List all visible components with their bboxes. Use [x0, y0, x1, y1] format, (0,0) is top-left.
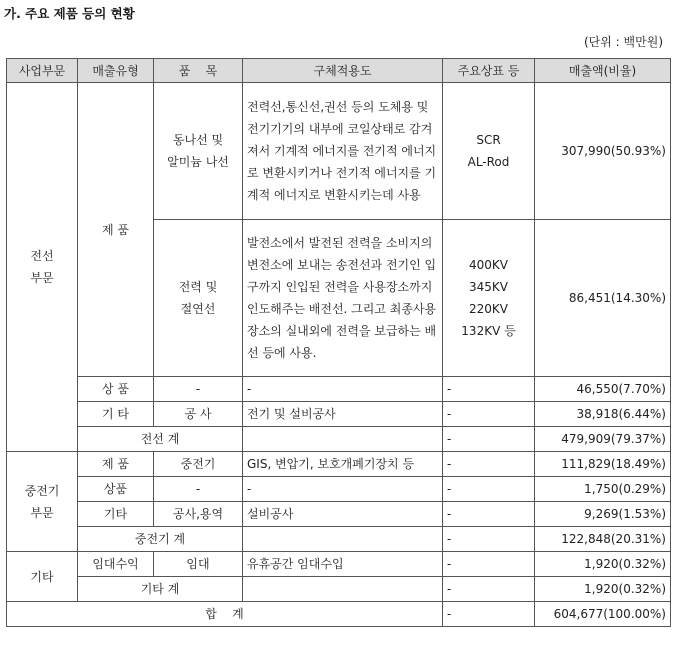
brand-cell: - [443, 577, 535, 602]
empty-cell [243, 577, 443, 602]
type-cell: 임대수익 [78, 552, 154, 577]
sales-cell: 479,909(79.37%) [535, 427, 671, 452]
brand-cell: SCR AL-Rod [443, 83, 535, 220]
total-row [7, 602, 671, 627]
segment-cell: 중전기 부문 [7, 452, 78, 552]
type-cell: 상 품 [78, 377, 154, 402]
sales-cell: 1,920(0.32%) [535, 552, 671, 577]
use-cell: 유휴공간 임대수입 [243, 552, 443, 577]
sales-cell: 46,550(7.70%) [535, 377, 671, 402]
item-cell: 중전기 [154, 452, 243, 477]
subtotal-row [7, 527, 671, 552]
type-cell: 제 품 [78, 83, 154, 377]
sales-cell: 1,750(0.29%) [535, 477, 671, 502]
use-cell: GIS, 변압기, 보호개폐기장치 등 [243, 452, 443, 477]
sales-cell: 9,269(1.53%) [535, 502, 671, 527]
brand-cell: - [443, 527, 535, 552]
type-cell: 기 타 [78, 402, 154, 427]
table-row [7, 83, 671, 220]
empty-cell [243, 427, 443, 452]
item-cell: 임대 [154, 552, 243, 577]
brand-cell: - [443, 377, 535, 402]
table-row [7, 452, 671, 477]
header-segment: 사업부문 [7, 59, 78, 83]
brand-cell: - [443, 402, 535, 427]
header-row [7, 59, 671, 83]
brand-cell: - [443, 427, 535, 452]
subtotal-row [7, 577, 671, 602]
item-cell: - [154, 377, 243, 402]
header-use: 구체적용도 [243, 59, 443, 83]
item-cell: 공 사 [154, 402, 243, 427]
use-cell: - [243, 377, 443, 402]
header-sales: 매출액(비율) [535, 59, 671, 83]
empty-cell [243, 527, 443, 552]
brand-cell: - [443, 477, 535, 502]
item-cell: 동나선 및 알미늄 나선 [154, 83, 243, 220]
sales-cell: 1,920(0.32%) [535, 577, 671, 602]
table-row [7, 552, 671, 577]
type-cell: 기타 [78, 502, 154, 527]
brand-cell: 400KV 345KV 220KV 132KV 등 [443, 220, 535, 377]
unit-label: (단위 : 백만원) [584, 35, 663, 49]
use-cell: - [243, 477, 443, 502]
item-cell: - [154, 477, 243, 502]
item-cell: 전력 및 절연선 [154, 220, 243, 377]
subtotal-label: 기타 계 [78, 577, 243, 602]
table-row [7, 477, 671, 502]
header-item: 품 목 [154, 59, 243, 83]
segment-cell: 전선 부문 [7, 83, 78, 452]
use-cell: 발전소에서 발전된 전력을 소비지의 변전소에 보내는 송전선과 전기인 입구까지 인입된 전력을 사용장소까지 인도해주는 배전선. 그리고 최종사용 장소의 실내외에 전력을 보급하는 배선 등에 사용. [243, 220, 443, 377]
use-cell: 설비공사 [243, 502, 443, 527]
brand-cell: - [443, 502, 535, 527]
brand-cell: - [443, 602, 535, 627]
table-row [7, 502, 671, 527]
sales-cell: 307,990(50.93%) [535, 83, 671, 220]
segment-cell: 기타 [7, 552, 78, 602]
table-row [7, 377, 671, 402]
use-cell: 전기 및 설비공사 [243, 402, 443, 427]
sales-cell: 38,918(6.44%) [535, 402, 671, 427]
total-label: 합 계 [7, 602, 443, 627]
subtotal-label: 중전기 계 [78, 527, 243, 552]
brand-cell: - [443, 552, 535, 577]
sales-cell: 86,451(14.30%) [535, 220, 671, 377]
subtotal-label: 전선 계 [78, 427, 243, 452]
sales-cell: 122,848(20.31%) [535, 527, 671, 552]
header-brand: 주요상표 등 [443, 59, 535, 83]
table-row [7, 402, 671, 427]
sales-cell: 604,677(100.00%) [535, 602, 671, 627]
type-cell: 제 품 [78, 452, 154, 477]
section-title: 가. 주요 제품 등의 현황 [4, 6, 135, 21]
brand-cell: - [443, 452, 535, 477]
subtotal-row [7, 427, 671, 452]
use-cell: 전력선,통신선,권선 등의 도체용 및 전기기기의 내부에 코일상태로 감겨 져서 기계적 에너지를 전기적 에너지로 변환시키거나 전기적 에너지를 기계적 에너지로 변환시키는데 사용 [243, 83, 443, 220]
header-sales-type: 매출유형 [78, 59, 154, 83]
sales-cell: 111,829(18.49%) [535, 452, 671, 477]
products-table [6, 58, 671, 627]
item-cell: 공사,용역 [154, 502, 243, 527]
type-cell: 상품 [78, 477, 154, 502]
